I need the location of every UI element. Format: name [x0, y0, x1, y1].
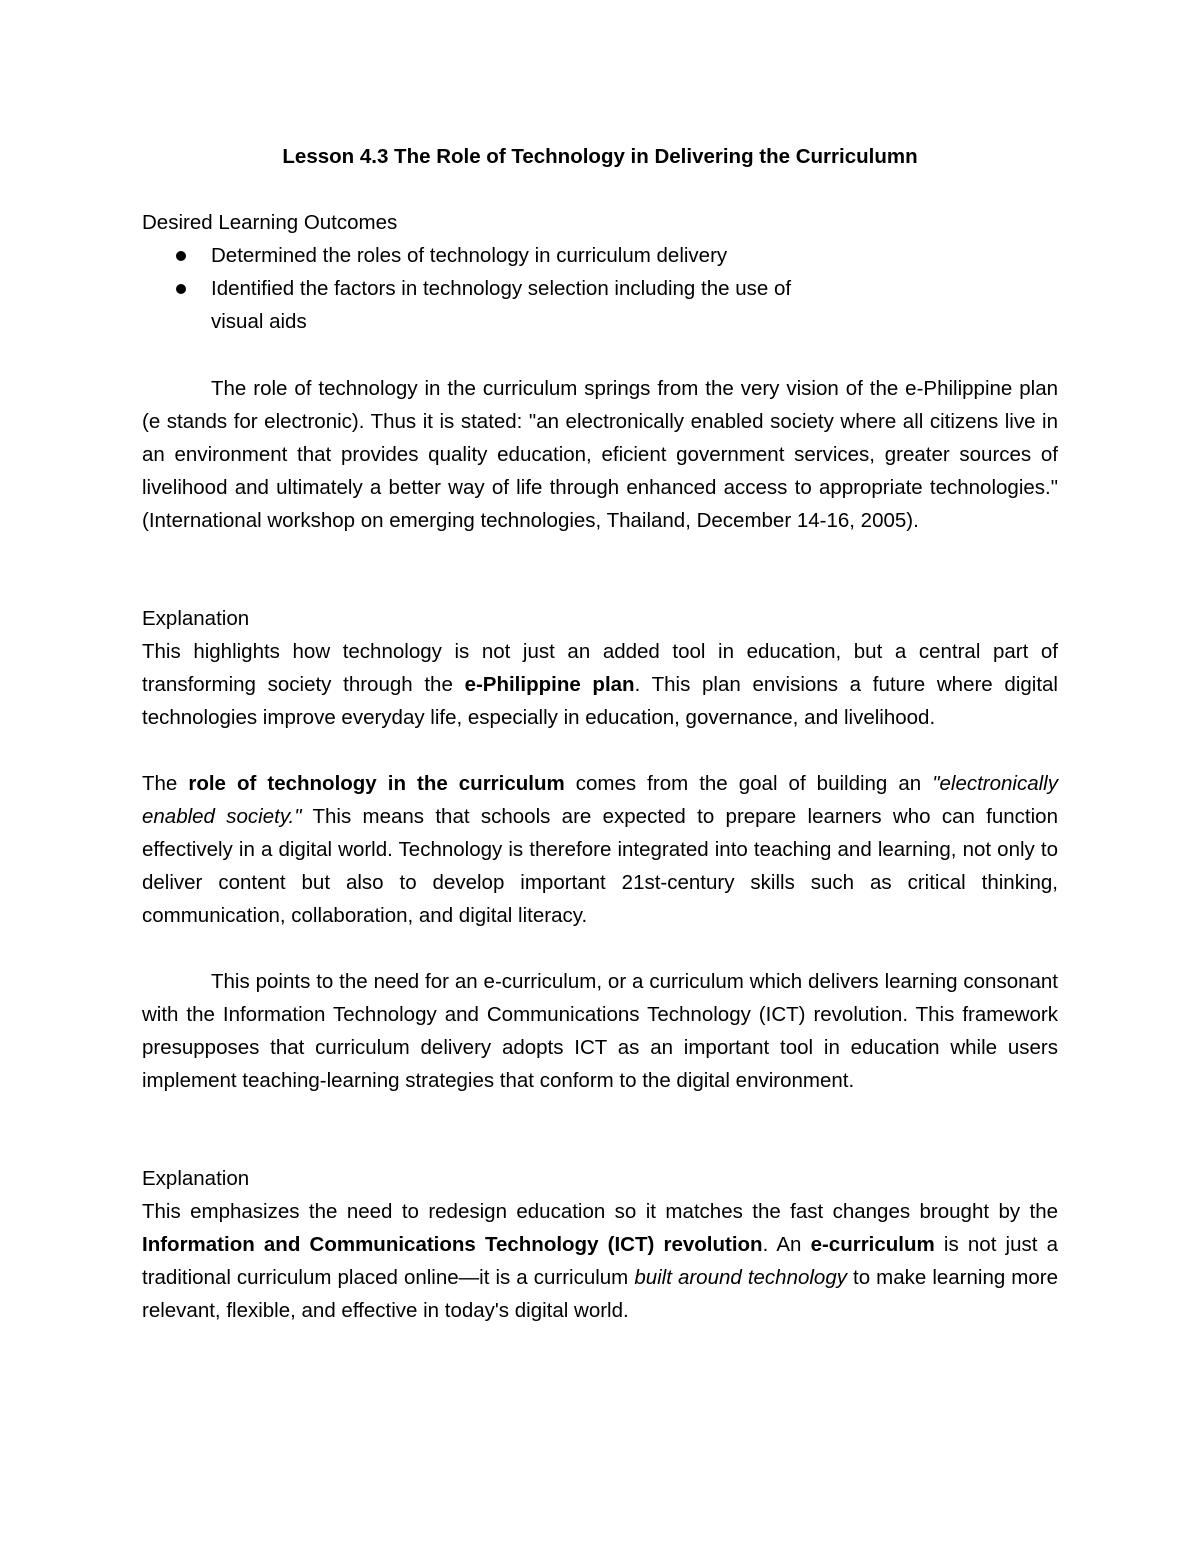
explanation-paragraph [142, 635, 1058, 734]
outcome-item [142, 272, 801, 338]
bold-text-run: Information and Communications Technology (ICT) revolution [142, 1233, 763, 1256]
explanation-heading: Explanation [142, 1167, 250, 1190]
explanation-paragraph [142, 1195, 1058, 1327]
learning-outcomes-section [142, 206, 1062, 338]
text-run: . An [762, 1233, 811, 1256]
outcomes-list [142, 239, 1062, 338]
italic-text-run: built around technology [634, 1266, 847, 1289]
italic-text-run: "electronically enabled society." [142, 772, 1058, 828]
text-run: The [142, 772, 189, 795]
text-run: This emphasizes the need to redesign education so it matches the fast changes brought by the [142, 1200, 1058, 1223]
text-run: comes from the goal of building an [564, 772, 933, 795]
outcome-text: Determined the roles of technology in curriculum delivery [211, 244, 728, 267]
outcome-text: Identified the factors in technology selection including the use of visual aids [211, 277, 792, 333]
bold-text-run: e-Philippine plan [464, 673, 635, 696]
outcome-item [142, 239, 801, 272]
bullet-icon [176, 284, 186, 294]
bold-text-run: role of technology in the curriculum [188, 772, 565, 795]
text-run: This means that schools are expected to prepare learners who can function effectively in a digital world. Technology is therefore integrated into teaching and learning, not only to deliver content but also to develop important 21st-century skills such as critical thinking, communication, collaboration, and digital literacy. [142, 805, 1058, 927]
text-run: is not just a traditional curriculum placed online—it is a curriculum [142, 1233, 1059, 1289]
explanation-heading: Explanation [142, 607, 250, 630]
bold-text-run: e-curriculum [810, 1233, 935, 1256]
bullet-icon [176, 251, 186, 261]
paragraph-e-philippine-vision: The role of technology in the curriculum springs from the very vision of the e-Philippine plan (e stands for electronic). Thus it is stated: "an electronically enabled society where all citizens live in an environment that provides quality education, eficient government services, greater sources of livelihood and ultimately a better way of life through enhanced access to appropriate technologies." (International workshop on emerging technologies, Thailand, December 14-16, 2005). [142, 377, 1058, 532]
text-run: . This plan envisions a future where digital technologies improve everyday life, especially in education, governance, and livelihood. [142, 673, 1058, 729]
text-run: This highlights how technology is not just an added tool in education, but a central part of transforming society through the [142, 640, 1058, 696]
text-run: to make learning more relevant, flexible, and effective in today's digital world. [142, 1266, 1058, 1322]
document-title: Lesson 4.3 The Role of Technology in Delivering the Curriculumn [282, 145, 918, 168]
paragraph-role-of-technology [142, 767, 1058, 932]
paragraph-e-curriculum: This points to the need for an e-curriculum, or a curriculum which delivers learning consonant with the Information Technology and Communications Technology (ICT) revolution. This framework presupposes that curriculum delivery adopts ICT as an important tool in education while users implement teaching-learning strategies that conform to the digital environment. [142, 970, 1058, 1092]
outcomes-heading: Desired Learning Outcomes [142, 211, 398, 234]
